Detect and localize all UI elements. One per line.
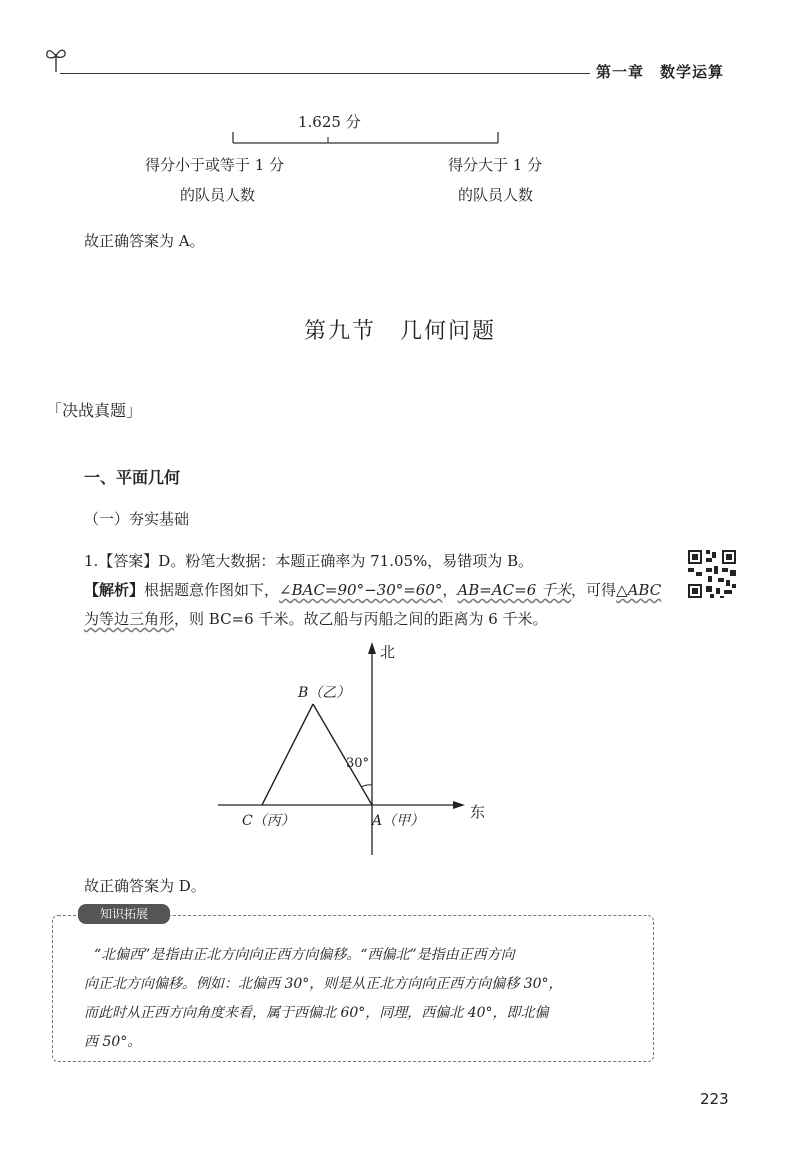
east-label: 东 (470, 803, 486, 821)
point-a-label: A（甲） (372, 813, 425, 829)
angle-arc (361, 785, 372, 787)
north-arrow (368, 642, 376, 654)
tip-label: 知识拓展 (78, 904, 170, 924)
answer-d-text: 故正确答案为 D。 (84, 877, 206, 895)
tip-line-3: 而此时从正西方向角度来看，属于西偏北 60°，同理，西偏北 40°，即北偏 (84, 1005, 549, 1021)
angle-label: 30° (346, 756, 370, 771)
bracket-left-line2: 的队员人数 (180, 186, 256, 204)
q1-analysis-line1 (84, 579, 661, 600)
q1-analysis-line2 (84, 608, 548, 629)
north-label: 北 (380, 643, 396, 661)
comma: ， (442, 581, 458, 599)
sides-expression: AB=AC=6 千米 (457, 581, 572, 599)
q1-answer-line: 1.【答案】D。粉笔大数据：本题正确率为 71.05%，易错项为 B。 (84, 552, 534, 570)
angle-expression: ∠BAC=90°−30°=60° (279, 581, 443, 599)
tip-line-2: 向正北方向偏移。例如：北偏西 30°，则是从正北方向向正西方向偏移 30°， (84, 976, 563, 992)
answer-a-text: 故正确答案为 A。 (84, 232, 205, 250)
side-cb (262, 704, 313, 805)
point-c-label: C（丙） (242, 813, 295, 829)
side-ba (313, 704, 372, 805)
tip-line-4: 西 50°。 (84, 1034, 142, 1050)
battle-heading: 「决战真题」 (46, 401, 143, 420)
sprout-icon (44, 44, 68, 74)
bracket-right-line1: 得分大于 1 分 (448, 156, 543, 174)
header-rule (60, 73, 590, 74)
bracket-line (228, 128, 504, 148)
heading-foundation: （一）夯实基础 (84, 510, 190, 528)
page-number: 223 (700, 1090, 729, 1108)
bracket-left-line1: 得分小于或等于 1 分 (145, 156, 285, 174)
chapter-title: 第一章 数学运算 (596, 63, 725, 81)
qr-code-icon (686, 548, 738, 600)
heading-plane-geometry: 一、平面几何 (84, 468, 181, 487)
equilateral-phrase: 为等边三角形 (84, 610, 175, 628)
triangle-expression: △ABC (616, 581, 662, 599)
analysis-part2: ，可得 (571, 581, 617, 599)
bracket-value-label: 1.625 分 (298, 113, 361, 131)
bracket-right-line2: 的队员人数 (458, 186, 534, 204)
analysis-label: 【解析】 (84, 581, 145, 599)
analysis-part1: 根据题意作图如下， (144, 581, 280, 599)
tip-line-1: “北偏西”是指由正北方向向正西方向偏移。“西偏北”是指由正西方向 (94, 947, 515, 963)
section-title: 第九节 几何问题 (303, 319, 496, 344)
point-b-label: B（乙） (298, 685, 351, 701)
geometry-diagram (200, 630, 520, 870)
east-arrow (453, 801, 465, 809)
analysis-line2-rest: ，则 BC=6 千米。故乙船与丙船之间的距离为 6 千米。 (174, 610, 548, 628)
